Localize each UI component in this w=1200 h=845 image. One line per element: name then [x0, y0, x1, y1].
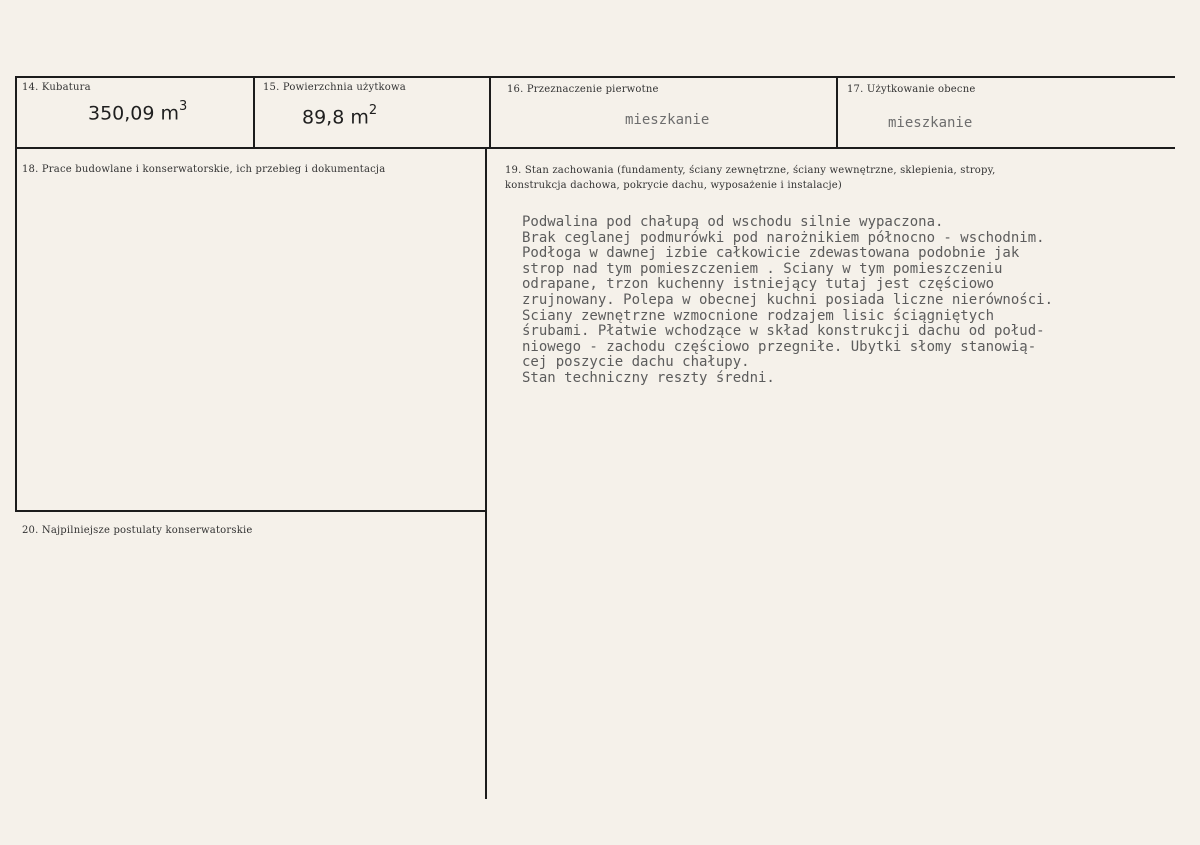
text-line: Sciany zewnętrzne wzmocnione rodzajem lisic ściągniętych [522, 307, 995, 324]
text-line: zrujnowany. Polepa w obecnej kuchni posiada liczne nierówności. [522, 291, 1054, 308]
text-line: Podwalina pod chałupą od wschodu silnie wypaczona. [522, 214, 944, 230]
field-19-label-line1: 19. Stan zachowania (fundamenty, ściany zewnętrzne, ściany wewnętrzne, sklepienia, stropy, [505, 165, 996, 176]
text-line: śrubami. Płatwie wchodzące w skład konstrukcji dachu od połud- [522, 323, 1045, 340]
text-line: strop nad tym pomieszczeniem . Sciany w tym pomieszczeniu [522, 260, 1003, 277]
field-17-label: 17. Użytkowanie obecne [847, 84, 976, 95]
divider-16-17 [836, 76, 838, 149]
field-19-condition-text [522, 215, 1053, 387]
field-14-unit-exponent: 3 [179, 99, 188, 114]
text-line: cej poszycie dachu chałupy. [522, 354, 750, 371]
text-line: Stan techniczny reszty średni. [522, 369, 775, 386]
field-16-value: mieszkanie [625, 112, 710, 128]
field-15-unit-exponent: 2 [368, 103, 378, 118]
field-14-value-text: 350,09 m [88, 102, 180, 125]
field-20-label: 20. Najpilniejsze postulaty konserwatorskie [22, 525, 253, 536]
divider-14-15 [253, 76, 255, 149]
divider-15-16 [489, 76, 491, 149]
field-17-value: mieszkanie [888, 115, 973, 131]
left-border [15, 76, 17, 512]
field-16-label: 16. Przeznaczenie pierwotne [507, 84, 659, 95]
text-line: niowego - zachodu częściowo przegniłe. Ubytki słomy stanowią- [522, 338, 1037, 355]
text-line: Podłoga w dawnej izbie całkowicie zdewastowana podobnie jak [522, 245, 1020, 262]
text-line: Brak ceglanej podmurówki pod narożnikiem północno - wschodnim. [522, 229, 1045, 246]
field-14-label: 14. Kubatura [22, 82, 91, 93]
text-line: odrapane, trzon kuchenny istniejący tutaj jest częściowo [522, 276, 995, 293]
row1-bottom-rule [15, 147, 1175, 149]
main-column-divider [485, 147, 487, 799]
field-14-value [88, 101, 187, 124]
field-19-label-line2: konstrukcja dachowa, pokrycie dachu, wyposażenie i instalacje) [505, 180, 842, 191]
field-15-value [302, 105, 377, 128]
field-15-value-text: 89,8 m [302, 106, 369, 129]
row2-bottom-rule [15, 510, 487, 512]
field-15-label: 15. Powierzchnia użytkowa [263, 82, 406, 93]
top-rule [15, 76, 1175, 78]
field-18-label: 18. Prace budowlane i konserwatorskie, ich przebieg i dokumentacja [22, 164, 386, 175]
